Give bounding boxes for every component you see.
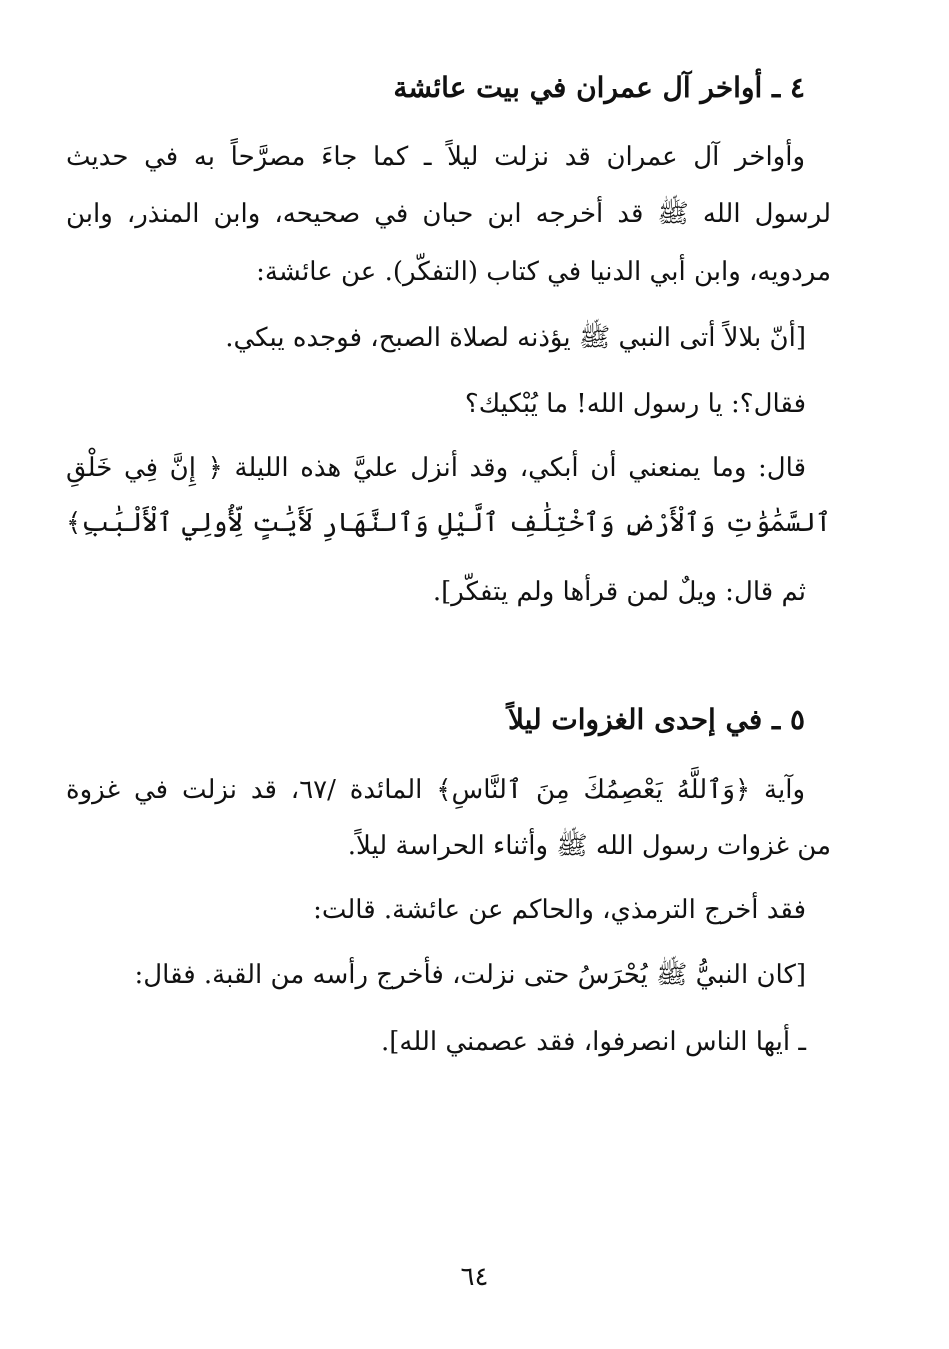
paragraph-line: وأواخر آل عمران قد نزلت ليلاً ـ كما جاءَ مصرَّحاً به في حديث — [66, 142, 805, 172]
section-4-heading: ٤ ـ أواخر آل عمران في بيت عائشة — [393, 71, 805, 104]
paragraph-line: مردويه، وابن أبي الدنيا في كتاب (التفكّر). عن عائشة: — [256, 257, 831, 287]
hadith-line: فقال؟: يا رسول الله! ما يُبْكيك؟ — [464, 389, 806, 419]
hadith-line: [أنّ بلالاً أتى النبي ﷺ يؤذنه لصلاة الصبح، فوجده يبكي. — [225, 323, 806, 353]
paragraph-line: فقد أخرج الترمذي، والحاكم عن عائشة. قالت: — [313, 895, 806, 925]
hadith-line: [كان النبيُّ ﷺ يُحْرَسُ حتى نزلت، فأخرج رأسه من القبة. فقال: — [134, 960, 806, 990]
hadith-line: قال: وما يمنعني أن أبكي، وقد أنزل عليَّ هذه الليلة ﴿ إِنَّ فِي خَلْقِ — [66, 453, 806, 483]
quran-verse-line: ٱلسَّمَٰوَٰتِ وَٱلْأَرْضِ وَٱخْتِلَٰفِ ٱلَّيْلِ وَٱلنَّهَارِ لَأَيَٰتٍ لِّأُولِي ٱلْأَلْبَٰبِ﴾ — [66, 508, 831, 538]
section-5-heading: ٥ ـ في إحدى الغزوات ليلاً — [507, 703, 805, 736]
hadith-line: ثم قال: ويلٌ لمن قرأها ولم يتفكّر]. — [432, 577, 806, 607]
paragraph-line: من غزوات رسول الله ﷺ وأثناء الحراسة ليلاً. — [347, 831, 831, 861]
page-number: ٦٤ — [460, 1262, 489, 1292]
paragraph-line: وآية ﴿وَٱللَّهُ يَعْصِمُكَ مِنَ ٱلنَّاسِ﴾ المائدة /٦٧، قد نزلت في غزوة — [66, 775, 806, 805]
paragraph-line: لرسول الله ﷺ قد أخرجه ابن حبان في صحيحه، وابن المنذر، وابن — [66, 199, 831, 229]
hadith-line: ـ أيها الناس انصرفوا، فقد عصمني الله]. — [381, 1027, 806, 1057]
